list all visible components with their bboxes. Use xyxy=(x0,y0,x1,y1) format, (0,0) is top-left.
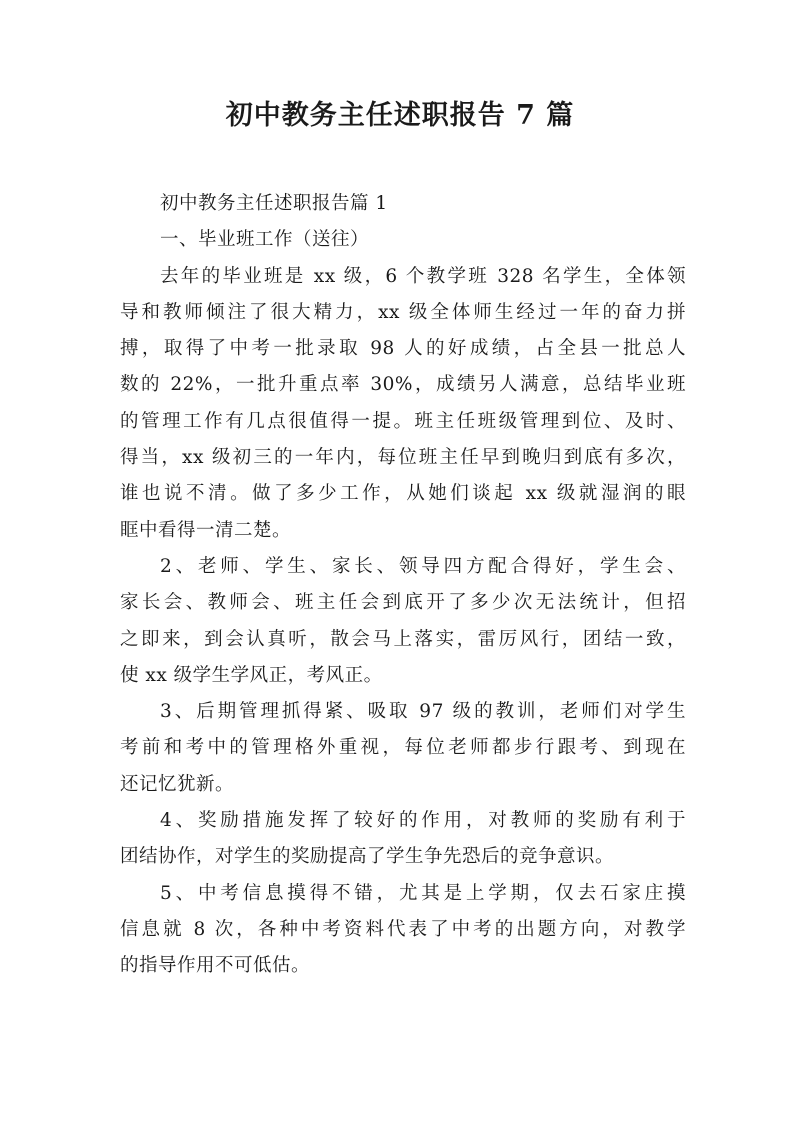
paragraph-line: 团结协作，对学生的奖励提高了学生争先恐后的竞争意识。 xyxy=(120,846,615,868)
paragraph xyxy=(120,259,686,549)
paragraph-line: 导和教师倾注了很大精力，xx 级全体师生经过一年的奋力拼 xyxy=(120,301,686,323)
paragraph xyxy=(120,549,686,694)
paragraph-line: 眶中看得一清二楚。 xyxy=(120,519,292,541)
paragraph-line: 的指导作用不可低估。 xyxy=(120,955,311,977)
section-title: 初中教务主任述职报告篇 1 xyxy=(160,193,388,214)
paragraph xyxy=(120,803,686,876)
paragraph-line: 的管理工作有几点很值得一提。班主任班级管理到位、及时、 xyxy=(120,410,686,432)
paragraph-line: 使 xx 级学生学风正，考风正。 xyxy=(120,664,383,686)
paragraph-list xyxy=(120,259,686,985)
paragraph-line: 家长会、教师会、班主任会到底开了多少次无法统计，但招 xyxy=(120,592,686,614)
paragraph xyxy=(120,876,686,985)
section-heading: 一、毕业班工作（送往） xyxy=(160,229,370,251)
paragraph-line: 3、后期管理抓得紧、吸取 97 级的教训，老师们对学生 xyxy=(160,701,686,723)
paragraph xyxy=(120,694,686,803)
paragraph-line: 考前和考中的管理格外重视，每位老师都步行跟考、到现在 xyxy=(120,737,686,759)
paragraph-line: 5、中考信息摸得不错，尤其是上学期，仅去石家庄摸 xyxy=(160,882,686,904)
paragraph-line: 还记忆犹新。 xyxy=(120,773,235,795)
paragraph-line: 得当，xx 级初三的一年内，每位班主任早到晚归到底有多次， xyxy=(120,447,686,469)
paragraph-line: 4、奖励措施发挥了较好的作用，对教师的奖励有利于 xyxy=(160,810,686,832)
document-body xyxy=(120,186,686,985)
paragraph-line: 信息就 8 次，各种中考资料代表了中考的出题方向，对教学 xyxy=(120,918,686,940)
paragraph-line: 搏，取得了中考一批录取 98 人的好成绩，占全县一批总人 xyxy=(120,338,686,360)
paragraph-line: 2、老师、学生、家长、领导四方配合得好，学生会、 xyxy=(160,555,686,577)
paragraph-line: 谁也说不清。做了多少工作，从她们谈起 xx 级就湿润的眼 xyxy=(120,483,686,505)
paragraph-line: 数的 22%，一批升重点率 30%，成绩另人满意，总结毕业班 xyxy=(120,374,686,396)
document-title: 初中教务主任述职报告 7 篇 xyxy=(225,100,575,131)
paragraph-line: 之即来，到会认真听，散会马上落实，雷厉风行，团结一致， xyxy=(120,628,686,650)
paragraph-line: 去年的毕业班是 xx 级，6 个教学班 328 名学生，全体领 xyxy=(160,265,686,287)
